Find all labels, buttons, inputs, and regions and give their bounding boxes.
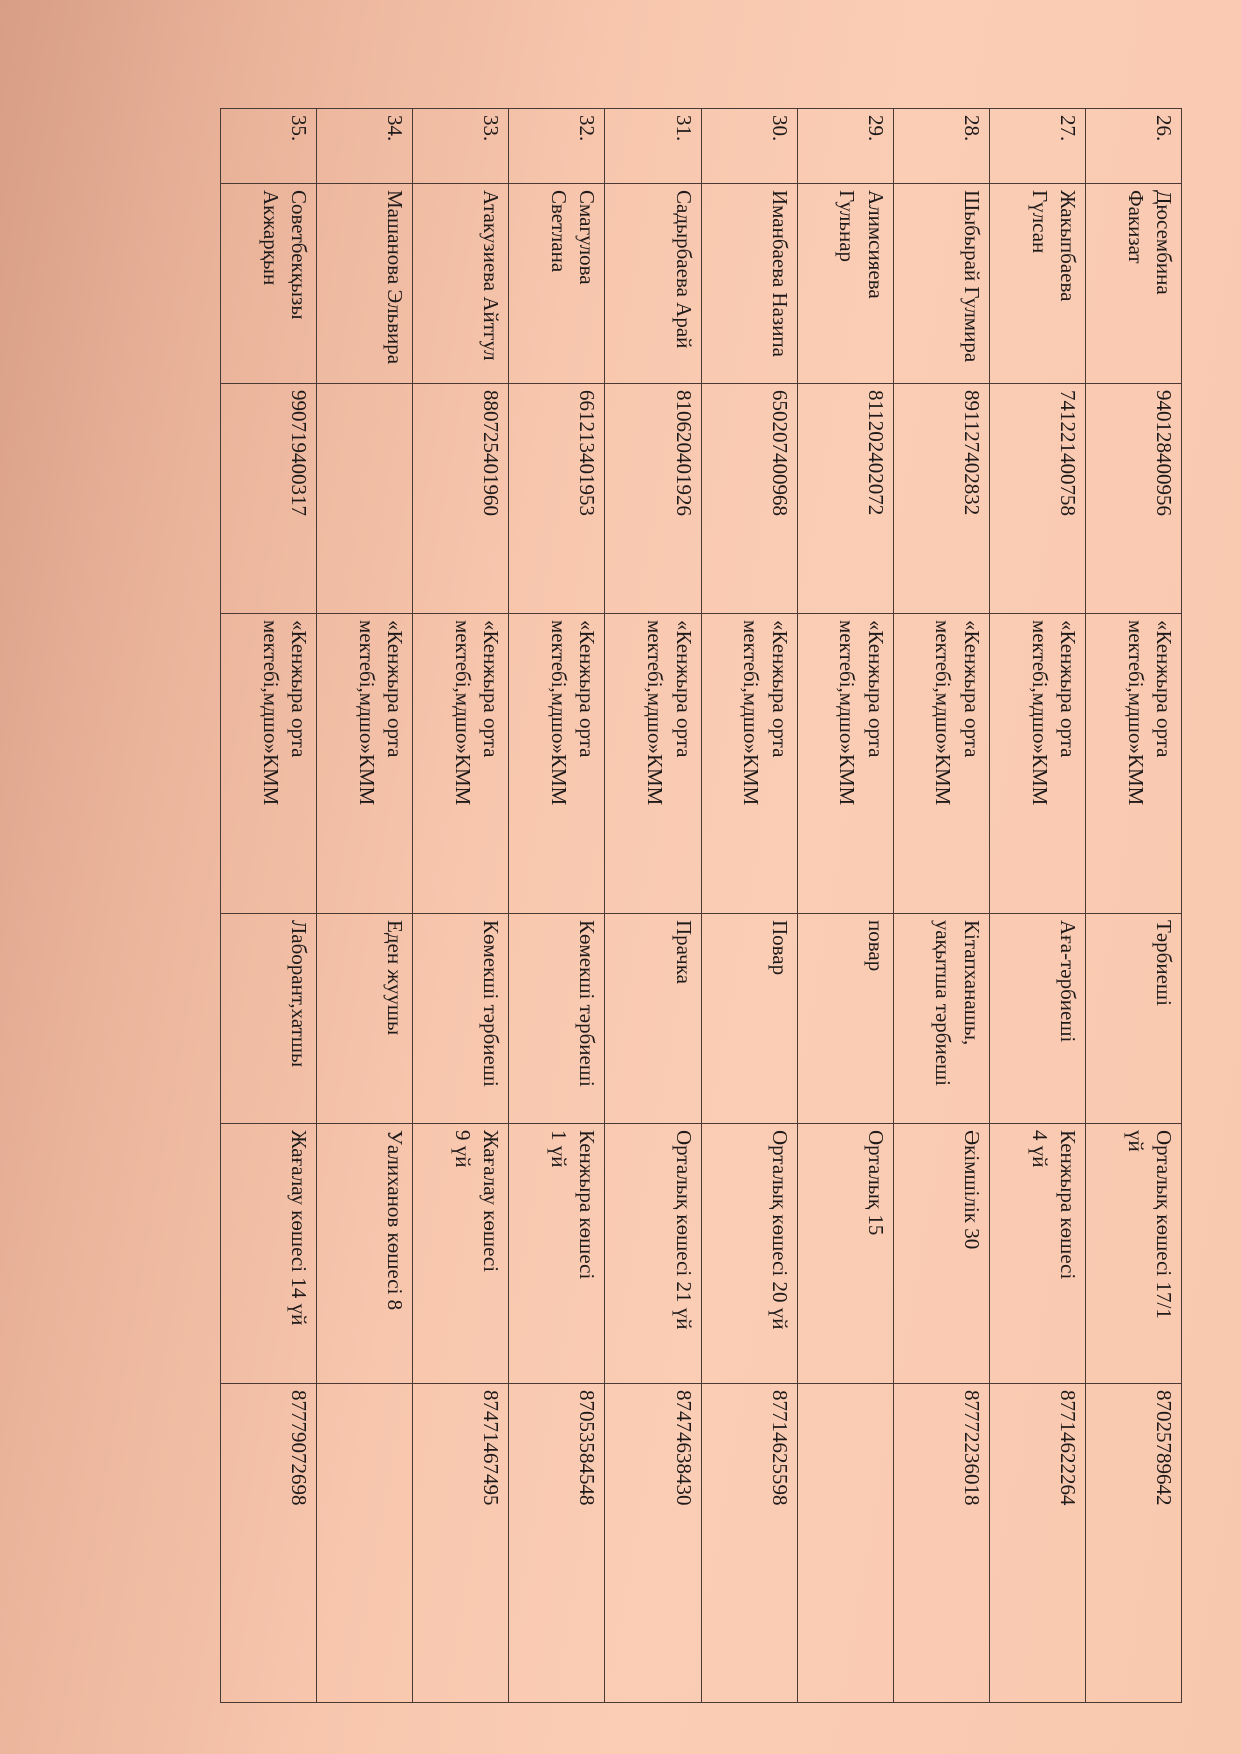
name-cell	[1085, 184, 1181, 384]
phone-cell-text: 87779072698	[287, 1390, 312, 1506]
iin-cell-text: 880725401960	[479, 390, 504, 516]
address-cell	[797, 1124, 893, 1384]
position-cell	[317, 914, 413, 1124]
row-number-cell	[221, 109, 317, 184]
organization-cell	[893, 614, 989, 914]
address-cell-text: Орталық 15	[863, 1130, 888, 1236]
row-number-cell-text: 28.	[959, 115, 984, 142]
row-number-cell	[1085, 109, 1181, 184]
position-cell	[605, 914, 701, 1124]
name-cell-text: Иманбаева Назипа	[767, 190, 792, 357]
organization-cell-text: «Кенжыра орта мектебі,мдшо»КММ	[354, 620, 408, 806]
address-cell	[893, 1124, 989, 1384]
row-number-cell	[509, 109, 605, 184]
row-number-cell	[989, 109, 1085, 184]
address-cell	[221, 1124, 317, 1384]
phone-cell-text: 87714622264	[1055, 1390, 1080, 1506]
organization-cell	[701, 614, 797, 914]
name-cell	[509, 184, 605, 384]
organization-cell	[1085, 614, 1181, 914]
name-cell	[797, 184, 893, 384]
iin-cell	[317, 384, 413, 614]
address-cell	[605, 1124, 701, 1384]
table-row	[797, 109, 893, 1703]
organization-cell	[317, 614, 413, 914]
table-row	[413, 109, 509, 1703]
name-cell	[893, 184, 989, 384]
position-cell-text: Аға-тәрбиеші	[1055, 920, 1080, 1043]
address-cell-text: Уалиханов көшесі 8	[383, 1130, 408, 1311]
position-cell	[509, 914, 605, 1124]
name-cell-text: Атакузиева Айтгул	[479, 190, 504, 361]
position-cell-text: Көмекші тәрбиеші	[479, 920, 504, 1087]
row-number-cell	[317, 109, 413, 184]
organization-cell-text: «Кенжыра орта мектебі,мдшо»КММ	[739, 620, 792, 806]
name-cell	[221, 184, 317, 384]
row-number-cell	[605, 109, 701, 184]
name-cell-text: Жакыпбаева Гүлсан	[1027, 190, 1080, 302]
phone-cell	[413, 1384, 509, 1703]
table-row	[317, 109, 413, 1703]
position-cell-text: Лаборант,хатшы	[287, 920, 312, 1068]
row-number-cell-text: 29.	[863, 115, 888, 142]
table-row	[989, 109, 1085, 1703]
iin-cell	[605, 384, 701, 614]
name-cell-text: Дюсембина Факизат	[1123, 190, 1176, 295]
iin-cell	[221, 384, 317, 614]
iin-cell-text: 811202402072	[863, 390, 888, 516]
row-number-cell-text: 26.	[1152, 115, 1176, 142]
phone-cell	[509, 1384, 605, 1703]
organization-cell-text: «Кенжыра орта мектебі,мдшо»КММ	[835, 620, 888, 806]
phone-cell	[221, 1384, 317, 1703]
name-cell-text: Шыбырай Гулмира	[959, 190, 984, 363]
iin-cell-text: 940128400956	[1152, 390, 1176, 516]
table-row	[509, 109, 605, 1703]
name-cell-text: Смагулова Светлана	[547, 190, 600, 285]
table-row	[1085, 109, 1181, 1703]
organization-cell-text: «Кенжыра орта мектебі,мдшо»КММ	[547, 620, 600, 806]
iin-cell-text: 741221400758	[1055, 390, 1080, 516]
address-cell	[989, 1124, 1085, 1384]
phone-cell	[797, 1384, 893, 1703]
position-cell-text: Прачка	[671, 920, 696, 984]
iin-cell-text: 990719400317	[287, 390, 312, 516]
organization-cell	[509, 614, 605, 914]
name-cell-text: Советбекқызы Акжарқын	[258, 190, 312, 320]
address-cell	[413, 1124, 509, 1384]
address-cell-text: Жағалау көшесі 9 үй	[451, 1130, 504, 1273]
row-number-cell	[701, 109, 797, 184]
organization-cell-text: «Кенжыра орта мектебі,мдшо»КММ	[643, 620, 696, 806]
organization-cell	[797, 614, 893, 914]
iin-cell	[797, 384, 893, 614]
position-cell-text: Повар	[767, 920, 792, 976]
table-row	[221, 109, 317, 1703]
address-cell-text: Кенжыра көшесі 4 үй	[1027, 1130, 1080, 1280]
position-cell	[221, 914, 317, 1124]
phone-cell-text: 87474638430	[671, 1390, 696, 1506]
row-number-cell-text: 32.	[575, 115, 600, 142]
name-cell	[989, 184, 1085, 384]
organization-cell	[605, 614, 701, 914]
phone-cell	[317, 1384, 413, 1703]
row-number-cell-text: 30.	[767, 115, 792, 142]
phone-cell	[1085, 1384, 1181, 1703]
phone-cell	[605, 1384, 701, 1703]
organization-cell-text: «Кенжыра орта мектебі,мдшо»КММ	[258, 620, 312, 806]
iin-cell-text: 661213401953	[575, 390, 600, 516]
iin-cell-text: 810620401926	[671, 390, 696, 516]
phone-cell-text: 87053584548	[575, 1390, 600, 1506]
row-number-cell	[797, 109, 893, 184]
position-cell-text: Көмекші тәрбиеші	[575, 920, 600, 1087]
phone-cell-text: 87714625598	[767, 1390, 792, 1506]
position-cell-text: Тәрбиеші	[1152, 920, 1176, 1006]
row-number-cell	[413, 109, 509, 184]
staff-table	[220, 108, 1182, 1703]
organization-cell	[221, 614, 317, 914]
address-cell	[1085, 1124, 1181, 1384]
address-cell-text: Жағалау көшесі 14 үй	[287, 1130, 312, 1326]
name-cell-text: Алимсияева Гульнар	[835, 190, 888, 299]
phone-cell-text: 87772236018	[959, 1390, 984, 1506]
iin-cell	[701, 384, 797, 614]
organization-cell	[413, 614, 509, 914]
row-number-cell-text: 27.	[1055, 115, 1080, 142]
iin-cell	[509, 384, 605, 614]
name-cell	[605, 184, 701, 384]
phone-cell-text: 87471467495	[479, 1390, 504, 1506]
iin-cell	[1085, 384, 1181, 614]
iin-cell-text: 891127402832	[959, 390, 984, 516]
table-row	[701, 109, 797, 1703]
position-cell-text: Кітапханашы, уақытша тәрбиеші	[931, 920, 984, 1087]
iin-cell	[893, 384, 989, 614]
position-cell	[413, 914, 509, 1124]
position-cell	[893, 914, 989, 1124]
iin-cell-text: 650207400968	[767, 390, 792, 516]
address-cell	[317, 1124, 413, 1384]
position-cell-text: повар	[863, 920, 888, 972]
address-cell	[701, 1124, 797, 1384]
position-cell	[797, 914, 893, 1124]
organization-cell-text: «Кенжыра орта мектебі,мдшо»КММ	[931, 620, 984, 806]
organization-cell-text: «Кенжыра орта мектебі,мдшо»КММ	[1027, 620, 1080, 806]
organization-cell	[989, 614, 1085, 914]
row-number-cell-text: 35.	[287, 115, 312, 142]
phone-cell-text: 87025789642	[1152, 1390, 1176, 1506]
rotated-table-container	[220, 108, 1182, 1702]
address-cell-text: Кенжыра көшесі 1 үй	[547, 1130, 600, 1280]
phone-cell	[893, 1384, 989, 1703]
organization-cell-text: «Кенжыра орта мектебі,мдшо»КММ	[451, 620, 504, 806]
name-cell	[701, 184, 797, 384]
address-cell-text: Орталық көшесі 21 үй	[671, 1130, 696, 1330]
name-cell-text: Машанова Эльвира	[383, 190, 408, 365]
name-cell	[413, 184, 509, 384]
organization-cell-text: «Кенжыра орта мектебі,мдшо»КММ	[1123, 620, 1176, 806]
address-cell-text: Орталық көшесі 20 үй	[767, 1130, 792, 1330]
address-cell	[509, 1124, 605, 1384]
phone-cell	[701, 1384, 797, 1703]
row-number-cell-text: 31.	[671, 115, 696, 142]
table-row	[605, 109, 701, 1703]
name-cell-text: Садырбаева Арай	[671, 190, 696, 349]
position-cell	[1085, 914, 1181, 1124]
table-row	[893, 109, 989, 1703]
row-number-cell-text: 34.	[383, 115, 408, 142]
address-cell-text: Орталық көшесі 17/1 үй	[1123, 1130, 1176, 1319]
address-cell-text: Әкімшілік 30	[959, 1130, 984, 1250]
phone-cell	[989, 1384, 1085, 1703]
row-number-cell-text: 33.	[479, 115, 504, 142]
position-cell-text: Еден жуушы	[383, 920, 408, 1036]
table-body	[221, 109, 1182, 1703]
iin-cell	[413, 384, 509, 614]
position-cell	[701, 914, 797, 1124]
position-cell	[989, 914, 1085, 1124]
iin-cell	[989, 384, 1085, 614]
name-cell	[317, 184, 413, 384]
row-number-cell	[893, 109, 989, 184]
